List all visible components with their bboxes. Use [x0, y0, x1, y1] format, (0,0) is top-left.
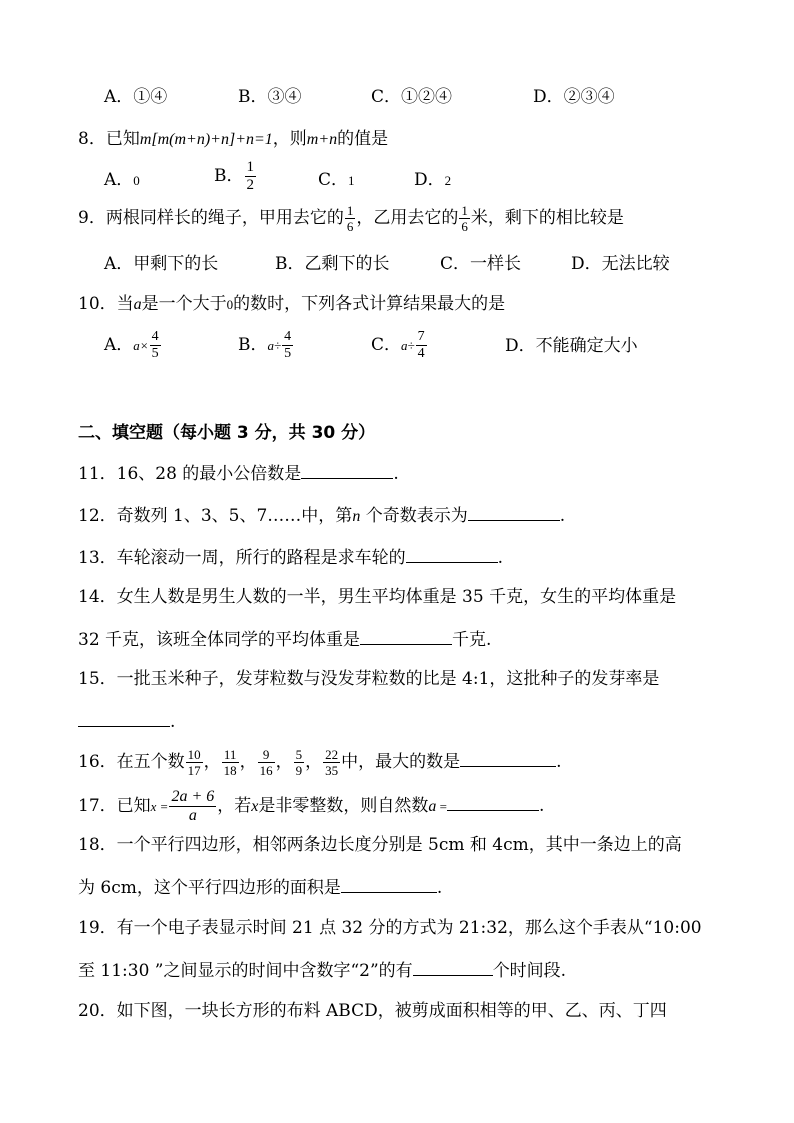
question-19-line-2: 至 11:30 ”之间显示的时间中含数字“2”的有 个时间段. [78, 957, 566, 983]
q10-option-c: C．a÷ $\frac{7}{4}$ [371, 329, 425, 361]
question-18-line-2: 为 6cm，这个平行四边形的面积是 . [78, 874, 442, 900]
question-18-line-1: 18．一个平行四边形，相邻两条边长度分别是 5cm 和 4cm，其中一条边上的高 [78, 835, 682, 855]
question-8 [78, 127, 388, 152]
q13-answer-blank[interactable] [406, 544, 498, 563]
q9-fraction-2: $\frac{1}{6}$ [461, 203, 468, 234]
q10-option-a: A．a× $\frac{4}{5}$ [104, 329, 159, 361]
q16-fraction-1: $\frac{10}{17}$ [187, 747, 201, 778]
question-15-line-2: . [78, 708, 175, 734]
q10-option-d: D．不能确定大小 [505, 336, 638, 356]
question-14-line-1: 14．女生人数是男生人数的一半，男生平均体重是 35 千克，女生的平均体重是 [78, 587, 677, 607]
q16-fraction-4: $\frac{5}{9}$ [295, 747, 303, 778]
q8-option-d: D．2 [414, 170, 452, 190]
q8-option-b: B． $\frac{1}{2}$ [214, 159, 254, 193]
q7-option-b: B．③④ [238, 87, 302, 107]
q10-option-b-fraction: $\frac{4}{5}$ [284, 329, 292, 361]
q8-option-b-fraction: $\frac{1}{2}$ [246, 159, 254, 193]
q8-prefix: 8．已知 [78, 129, 140, 149]
q9-option-b: B．乙剩下的长 [275, 254, 390, 274]
q15-answer-blank[interactable] [78, 708, 170, 727]
q8-option-c: C．1 [318, 170, 355, 190]
q17-answer-blank[interactable] [447, 792, 539, 811]
q9-option-a: A．甲剩下的长 [104, 254, 219, 274]
question-14-line-2: 32 千克，该班全体同学的平均体重是 千克. [78, 626, 491, 652]
q16-fraction-3: $\frac{9}{16}$ [259, 747, 273, 778]
q11-answer-blank[interactable] [301, 460, 393, 479]
question-15-line-1: 15．一批玉米种子，发芽粒数与没发芽粒数的比是 4:1，这批种子的发芽率是 [78, 669, 660, 689]
q8-option-a: A．0 [104, 170, 140, 190]
q7-option-a: A．①④ [104, 87, 168, 107]
question-16: 16．在五个数 $\frac{10}{17}$ ， $\frac{11}{18}$ ， $\frac{9}{16}$ ， $\frac{5}{9}$ ， $\frac{22}{35}$ 中，最大的数是 . [78, 747, 562, 778]
question-19-line-1: 19．有一个电子表显示时间 21 点 32 分的方式为 21:32，那么这个手表从“10:00 [78, 918, 702, 938]
q9-option-c: C．一样长 [440, 254, 522, 274]
q8-suffix: 的值是 [337, 129, 389, 149]
q19-answer-blank[interactable] [413, 957, 493, 976]
section-2-title: 二、填空题（每小题 3 分，共 30 分） [78, 423, 376, 443]
question-11: 11．16、28 的最小公倍数是 . [78, 460, 399, 486]
q10-option-c-fraction: $\frac{7}{4}$ [417, 329, 425, 361]
question-13: 13．车轮滚动一周，所行的路程是求车轮的 . [78, 544, 503, 570]
q16-fraction-2: $\frac{11}{18}$ [223, 747, 237, 778]
q14-answer-blank[interactable] [360, 626, 452, 645]
question-9: 9．两根同样长的绳子，甲用去它的 $\frac{1}{6}$ ，乙用去它的 $\frac{1}{6}$ 米，剩下的相比较是 [78, 203, 624, 234]
q8-mid: ，则 [272, 129, 307, 149]
q17-fraction: $\frac{2a + 6}{a}$ [171, 788, 215, 824]
q12-answer-blank[interactable] [468, 502, 560, 521]
question-20-line-1: 20．如下图，一块长方形的布料 ABCD，被剪成面积相等的甲、乙、丙、丁四 [78, 1001, 667, 1021]
q18-answer-blank[interactable] [341, 874, 437, 893]
question-12: 12．奇数列 1、3、5、7……中，第n 个奇数表示为 . [78, 502, 565, 529]
q16-fraction-5: $\frac{22}{35}$ [325, 747, 339, 778]
q7-option-c: C．①②④ [371, 87, 453, 107]
q9-fraction-1: $\frac{1}{6}$ [346, 203, 354, 234]
q9-option-d: D．无法比较 [571, 254, 670, 274]
q8-expression-2: m+n [306, 131, 338, 148]
question-10: 10．当a是一个大于0的数时，下列各式计算结果最大的是 [78, 294, 506, 314]
q7-option-d: D．②③④ [533, 87, 615, 107]
question-17: 17．已知x = $\frac{2a + 6}{a}$ ，若x是非零整数，则自然数a = . [78, 788, 545, 824]
q10-option-a-fraction: $\frac{4}{5}$ [151, 329, 159, 361]
q8-expression: m[m(m+n)+n]+n=1 [139, 131, 273, 148]
q16-answer-blank[interactable] [460, 748, 556, 767]
q10-option-b: B．a÷ $\frac{4}{5}$ [238, 329, 292, 361]
